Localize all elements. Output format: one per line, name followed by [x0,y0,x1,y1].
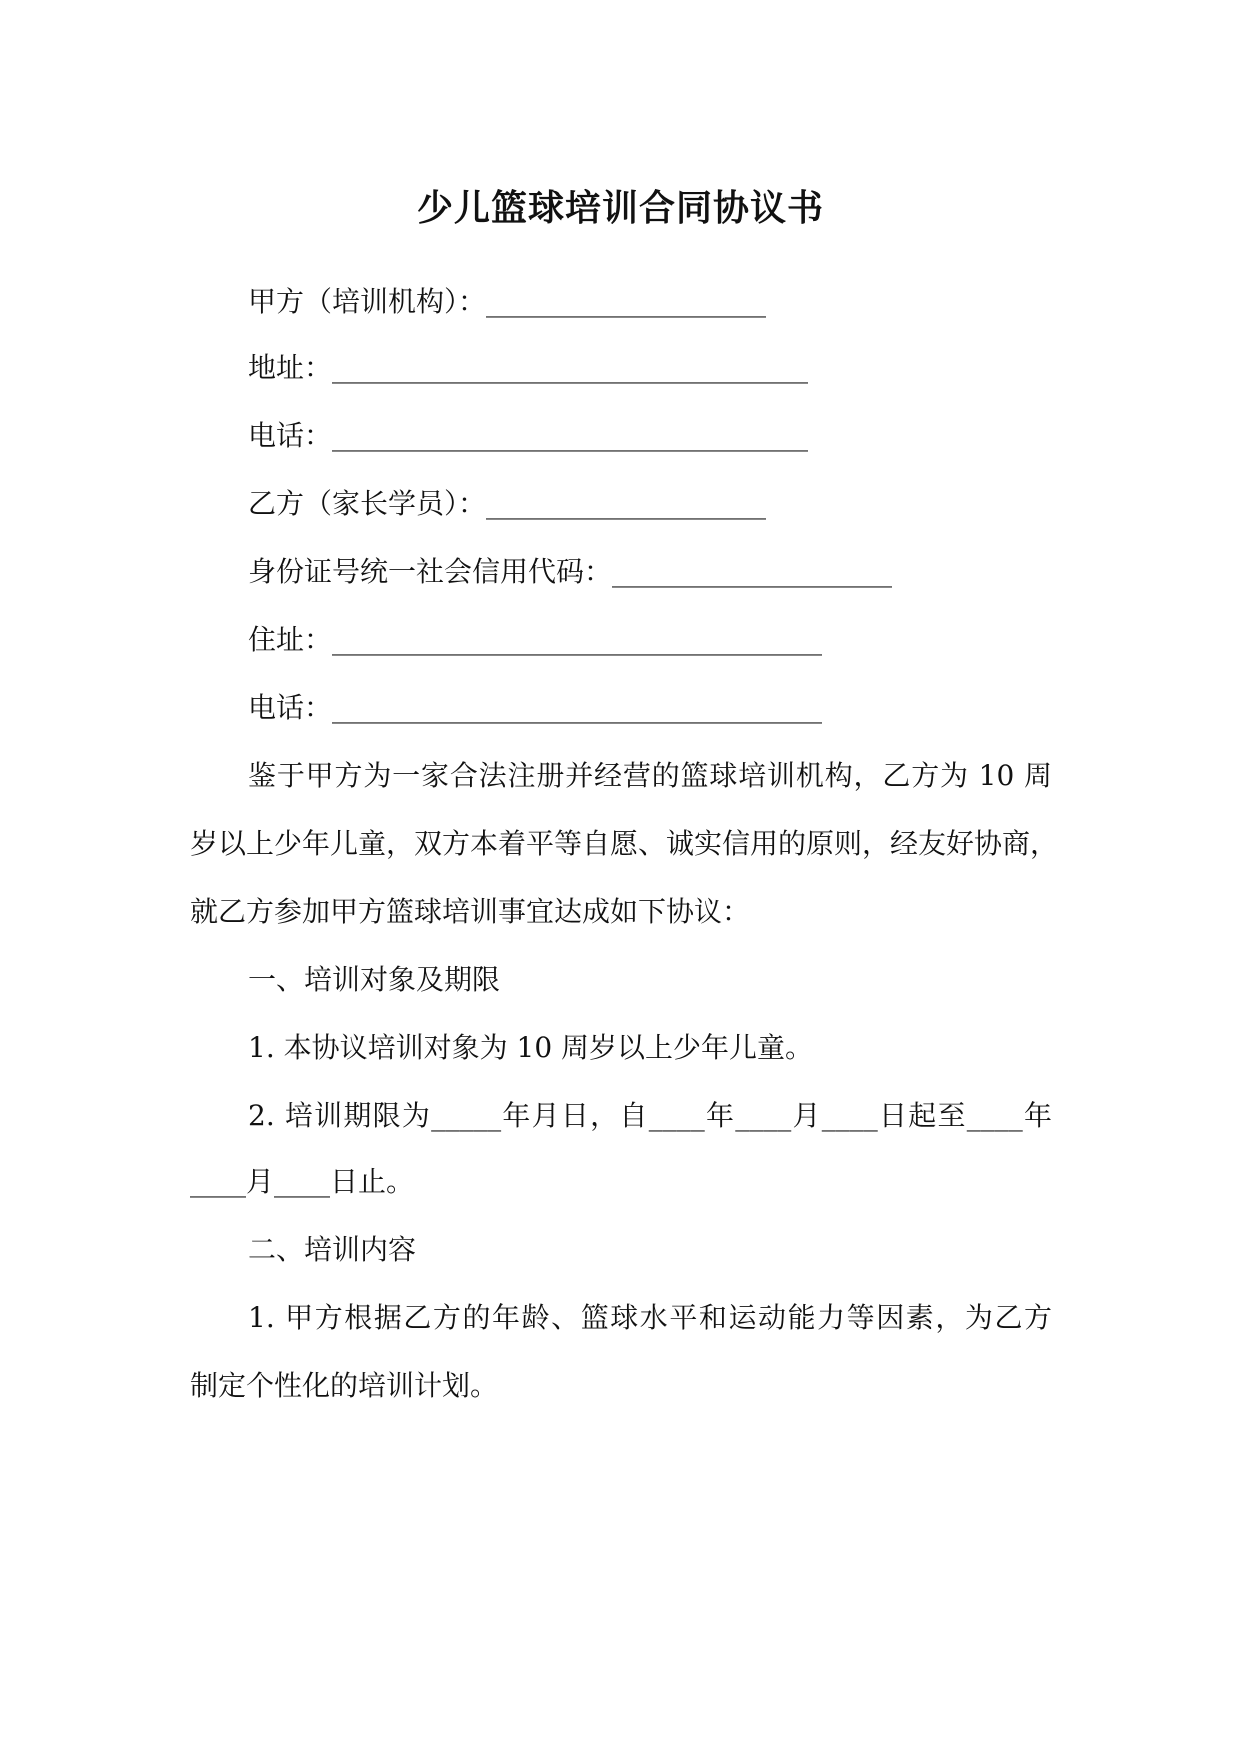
section-1-item-1: 1. 本协议培训对象为 10 周岁以上少年儿童。 [248,1031,814,1064]
preamble-line-3: 就乙方参加甲方篮球培训事宜达成如下协议： [190,895,751,928]
document-title: 少儿篮球培训合同协议书 [416,187,824,229]
party-a-name-line: 甲方（培训机构）：____________________ [248,285,767,318]
party-b-name-line: 乙方（家长学员）：____________________ [248,487,767,520]
section-1-heading: 一、培训对象及期限 [248,963,501,996]
section-2-heading: 二、培训内容 [248,1233,417,1266]
preamble-line-1: 鉴于甲方为一家合法注册并经营的篮球培训机构，乙方为 10 周 [248,759,1052,792]
party-a-address-line: 地址：__________________________________ [248,351,809,384]
section-1-item-2-line-1: 2. 培训期限为_____年月日，自____年____月____日起至____年 [248,1099,1052,1132]
party-a-phone-line: 电话：__________________________________ [248,419,809,452]
section-2-item-1-line-1: 1. 甲方根据乙方的年龄、篮球水平和运动能力等因素，为乙方 [248,1301,1052,1334]
section-1-item-2-line-2: ____月____日止。 [190,1165,415,1198]
party-b-address-line: 住址：___________________________________ [248,623,823,656]
party-b-phone-line: 电话：___________________________________ [248,691,823,724]
section-2-item-1-line-2: 制定个性化的培训计划。 [190,1369,499,1402]
preamble-line-2: 岁以上少年儿童，双方本着平等自愿、诚实信用的原则，经友好协商， [190,827,1059,860]
party-b-id-line: 身份证号统一社会信用代码：____________________ [248,555,893,588]
